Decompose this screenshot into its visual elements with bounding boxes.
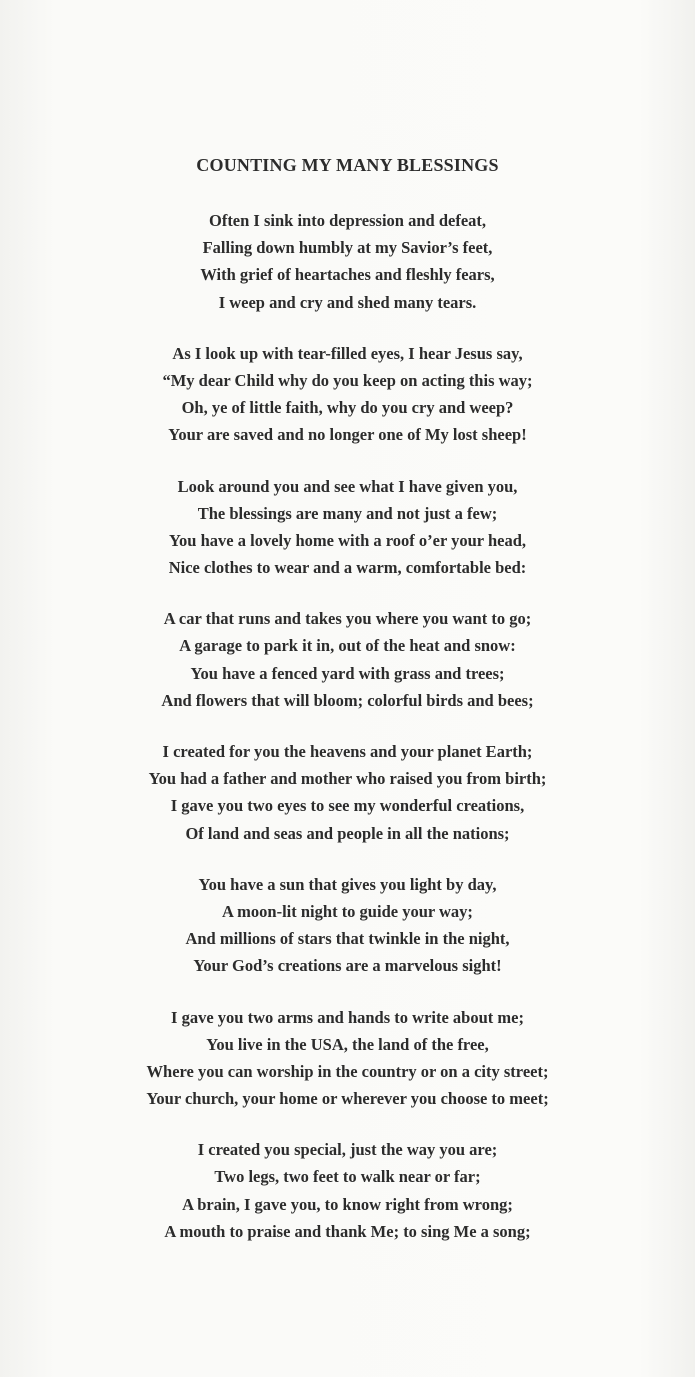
poem-line: A car that runs and takes you where you want to go; (163, 609, 532, 629)
poem-line: You live in the USA, the land of the free, (206, 1034, 489, 1054)
poem-line: As I look up with tear-filled eyes, I hear Jesus say, (172, 343, 523, 363)
poem-line: You have a lovely home with a roof o’er your head, (168, 530, 527, 550)
poem-line: Your are saved and no longer one of My lost sheep! (168, 425, 527, 445)
poem-line: The blessings are many and not just a few; (197, 503, 498, 523)
stanza-4 (0, 605, 695, 714)
poem-line: A garage to park it in, out of the heat and snow: (179, 636, 516, 656)
poem-title: COUNTING MY MANY BLESSINGS (196, 155, 499, 175)
poem-line: Your God’s creations are a marvelous sight! (193, 956, 502, 976)
poem-line: And millions of stars that twinkle in the night, (185, 929, 510, 949)
poem-line: Often I sink into depression and defeat, (208, 211, 487, 230)
poem-line: A brain, I gave you, to know right from wrong; (182, 1194, 513, 1214)
poem-line: Two legs, two feet to walk near or far; (214, 1167, 481, 1187)
poem-line: You have a fenced yard with grass and trees; (190, 663, 505, 683)
poem-line: Where you can worship in the country or on a city street; (146, 1061, 549, 1081)
poem-line: Look around you and see what I have given you, (177, 476, 518, 496)
poem-line: You have a sun that gives you light by day, (198, 874, 497, 894)
poem-line: Falling down humbly at my Savior’s feet, (202, 238, 493, 258)
poem-line: You had a father and mother who raised you from birth; (148, 769, 547, 789)
poem-line: I gave you two eyes to see my wonderful creations, (170, 796, 525, 816)
poem-line: A mouth to praise and thank Me; to sing Me a song; (164, 1221, 531, 1241)
stanza-2 (0, 340, 695, 449)
poem-line: I gave you two arms and hands to write about me; (171, 1007, 524, 1027)
poem-line: With grief of heartaches and fleshly fears, (200, 265, 495, 285)
poem-line: And flowers that will bloom; colorful birds and bees; (161, 690, 534, 710)
poem-line: A moon-lit night to guide your way; (222, 901, 473, 921)
poem-line: I weep and cry and shed many tears. (218, 292, 477, 312)
poem-line: Your church, your home or wherever you choose to meet; (146, 1089, 549, 1109)
stanza-1 (0, 207, 695, 316)
poem-line: Of land and seas and people in all the nations; (185, 823, 510, 843)
stanza-7 (0, 1004, 695, 1113)
poem-line: “My dear Child why do you keep on acting this way; (162, 370, 533, 390)
stanza-6 (0, 871, 695, 980)
poem-line: I created you special, just the way you are; (197, 1140, 498, 1160)
poem (0, 150, 695, 1245)
poem-line: Oh, ye of little faith, why do you cry and weep? (181, 398, 514, 418)
poem-line: I created for you the heavens and your planet Earth; (162, 742, 533, 761)
stanza-3 (0, 473, 695, 582)
stanza-5 (0, 738, 695, 847)
poem-line: Nice clothes to wear and a warm, comfortable bed: (168, 558, 527, 578)
stanza-8 (0, 1136, 695, 1245)
